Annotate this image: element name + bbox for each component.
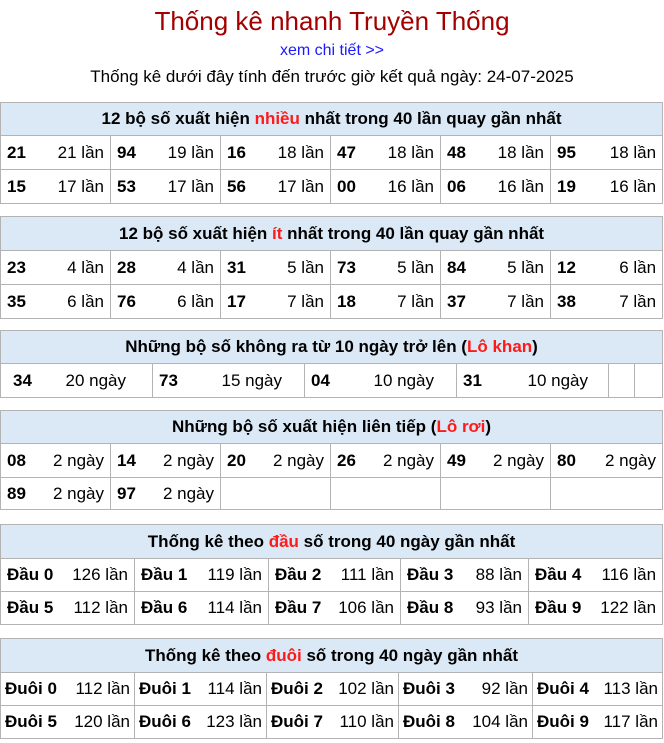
section-header: 12 bộ số xuất hiện nhiều nhất trong 40 lần quay gần nhất (1, 103, 663, 136)
table-cell: Đuôi 5 120 lần (1, 706, 135, 739)
table-cell (331, 478, 441, 510)
table-cell (551, 478, 663, 510)
table-cell: 08 2 ngày (1, 444, 111, 478)
table-cell: 35 6 lần (1, 285, 111, 319)
table-cell: Đầu 5 112 lần (1, 592, 135, 625)
table-cell: Đầu 4 116 lần (529, 559, 663, 592)
table-cell: Đuôi 8 104 lần (399, 706, 533, 739)
table-cell: 89 2 ngày (1, 478, 111, 510)
duoi-table (0, 638, 663, 739)
table-cell: Đuôi 2 102 lần (267, 673, 399, 706)
table-cell: 21 21 lần (1, 136, 111, 170)
table-cell: Đuôi 0 112 lần (1, 673, 135, 706)
table-cell: 48 18 lần (441, 136, 551, 170)
table-cell: 00 16 lần (331, 170, 441, 204)
section-header: 12 bộ số xuất hiện ít nhất trong 40 lần quay gần nhất (1, 217, 663, 251)
table-cell: Đầu 8 93 lần (401, 592, 529, 625)
table-cell (635, 364, 663, 398)
table-cell: 49 2 ngày (441, 444, 551, 478)
table-cell: 76 6 lần (111, 285, 221, 319)
section-header: Thống kê theo đuôi số trong 40 ngày gần nhất (1, 639, 663, 673)
detail-link[interactable]: xem chi tiết >> (279, 42, 385, 59)
table-cell: Đuôi 1 114 lần (135, 673, 267, 706)
table-cell: 56 17 lần (221, 170, 331, 204)
table-cell: 73 15 ngày (153, 364, 305, 398)
table-cell: 12 6 lần (551, 251, 663, 285)
table-cell: Đầu 9 122 lần (529, 592, 663, 625)
table-cell: Đuôi 7 110 lần (267, 706, 399, 739)
table-cell (221, 478, 331, 510)
table-cell: 18 7 lần (331, 285, 441, 319)
table-cell: 47 18 lần (331, 136, 441, 170)
table-cell: 19 16 lần (551, 170, 663, 204)
table-cell: 04 10 ngày (305, 364, 457, 398)
table-cell: Đầu 2 111 lần (269, 559, 401, 592)
page-title: Thống kê nhanh Truyền Thống (154, 6, 510, 36)
most-frequent-table (0, 102, 663, 204)
table-cell: 84 5 lần (441, 251, 551, 285)
table-cell: 16 18 lần (221, 136, 331, 170)
lo-roi-table (0, 410, 663, 510)
table-cell: 28 4 lần (111, 251, 221, 285)
table-cell: Đuôi 3 92 lần (399, 673, 533, 706)
table-cell: 94 19 lần (111, 136, 221, 170)
table-cell: Đầu 6 114 lần (135, 592, 269, 625)
section-header: Những bộ số không ra từ 10 ngày trở lên (Lô khan) (1, 331, 663, 364)
table-cell: 97 2 ngày (111, 478, 221, 510)
table-cell: 14 2 ngày (111, 444, 221, 478)
table-cell: Đầu 0 126 lần (1, 559, 135, 592)
table-cell: 73 5 lần (331, 251, 441, 285)
table-cell: Đuôi 6 123 lần (135, 706, 267, 739)
table-cell: 37 7 lần (441, 285, 551, 319)
table-cell: 38 7 lần (551, 285, 663, 319)
table-cell: 17 7 lần (221, 285, 331, 319)
table-cell: 31 5 lần (221, 251, 331, 285)
table-cell: 31 10 ngày (457, 364, 609, 398)
table-cell (441, 478, 551, 510)
table-cell: Đầu 3 88 lần (401, 559, 529, 592)
table-cell: Đầu 7 106 lần (269, 592, 401, 625)
table-cell: 23 4 lần (1, 251, 111, 285)
table-cell: 80 2 ngày (551, 444, 663, 478)
table-cell: 34 20 ngày (1, 364, 153, 398)
table-cell: Đuôi 9 117 lần (533, 706, 663, 739)
dau-table (0, 524, 663, 625)
lo-khan-table (0, 330, 663, 398)
table-cell: 06 16 lần (441, 170, 551, 204)
least-frequent-table (0, 216, 663, 319)
table-cell: 95 18 lần (551, 136, 663, 170)
section-header: Những bộ số xuất hiện liên tiếp (Lô rơi) (1, 411, 663, 444)
table-cell: 15 17 lần (1, 170, 111, 204)
table-cell: Đuôi 4 113 lần (533, 673, 663, 706)
table-cell (609, 364, 635, 398)
page-subtitle: Thống kê dưới đây tính đến trước giờ kết quả ngày: 24-07-2025 (90, 67, 574, 86)
table-cell: 20 2 ngày (221, 444, 331, 478)
table-cell: Đầu 1 119 lần (135, 559, 269, 592)
table-cell: 53 17 lần (111, 170, 221, 204)
section-header: Thống kê theo đầu số trong 40 ngày gần nhất (1, 525, 663, 559)
table-cell: 26 2 ngày (331, 444, 441, 478)
